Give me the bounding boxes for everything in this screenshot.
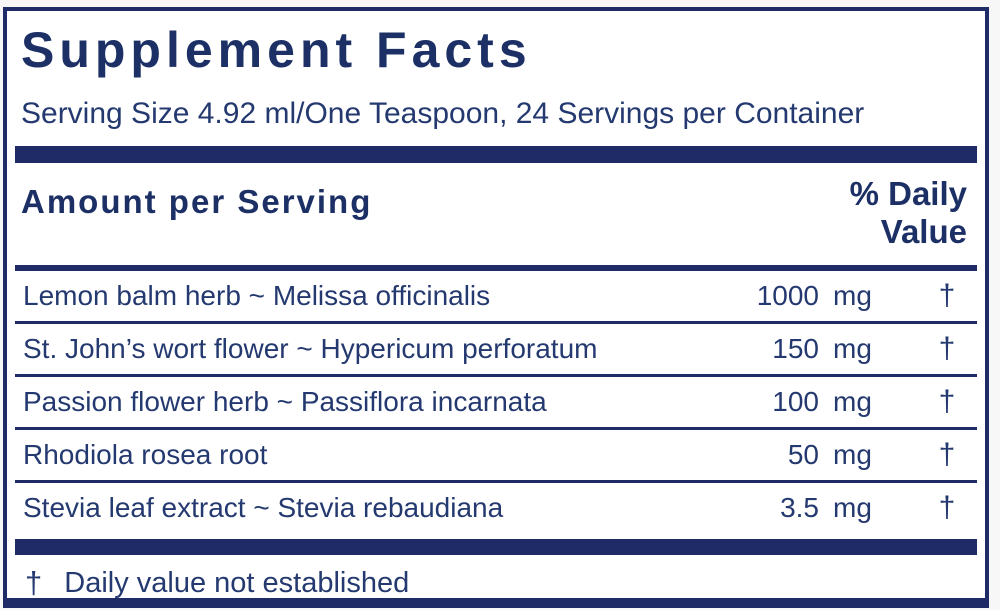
ingredient-amount: 150	[772, 333, 819, 364]
supplement-facts-panel	[3, 7, 989, 608]
daily-value-dagger: †	[938, 438, 956, 471]
table-row	[15, 483, 977, 533]
footnote-text: Daily value not established	[64, 567, 410, 599]
table-header	[21, 175, 967, 251]
ingredient-name: Rhodiola rosea root	[23, 439, 268, 470]
table-row	[15, 324, 977, 374]
daily-value-dagger: †	[938, 385, 956, 418]
serving-size-line: Serving Size 4.92 ml/One Teaspoon, 24 Servings per Container	[21, 97, 865, 130]
ingredient-amount: 1000	[756, 280, 819, 311]
table-row	[15, 377, 977, 427]
ingredient-unit: mg	[833, 280, 872, 311]
ingredient-unit: mg	[833, 439, 872, 470]
table-row	[15, 430, 977, 480]
daily-value-dagger: †	[938, 332, 956, 365]
ingredient-name: Stevia leaf extract ~ Stevia rebaudiana	[23, 492, 504, 523]
dagger-symbol: †	[25, 565, 43, 600]
ingredient-unit: mg	[833, 333, 872, 364]
percent-daily-value-header	[850, 175, 967, 251]
ingredient-unit: mg	[833, 386, 872, 417]
daily-value-dagger: †	[938, 491, 956, 524]
ingredient-amount: 50	[787, 439, 819, 470]
ingredient-amount: 100	[772, 386, 819, 417]
divider-bar-bottom	[15, 539, 977, 555]
ingredient-table	[15, 271, 977, 533]
ingredient-name: Passion flower herb ~ Passiflora incarnata	[23, 386, 547, 417]
ingredient-name: Lemon balm herb ~ Melissa officinalis	[23, 280, 491, 311]
ingredient-name: St. John’s wort flower ~ Hypericum perforatum	[23, 333, 598, 364]
amount-per-serving-header: Amount per Serving	[21, 183, 373, 220]
daily-value-line2: Value	[880, 213, 967, 250]
ingredient-amount: 3.5	[780, 492, 819, 523]
panel-title: Supplement Facts	[21, 22, 532, 78]
table-row	[15, 271, 977, 321]
daily-value-dagger: †	[938, 279, 956, 312]
divider-bar-top	[15, 146, 977, 163]
daily-value-line1: % Daily	[849, 175, 967, 212]
footnote	[25, 565, 985, 601]
ingredient-unit: mg	[833, 492, 872, 523]
